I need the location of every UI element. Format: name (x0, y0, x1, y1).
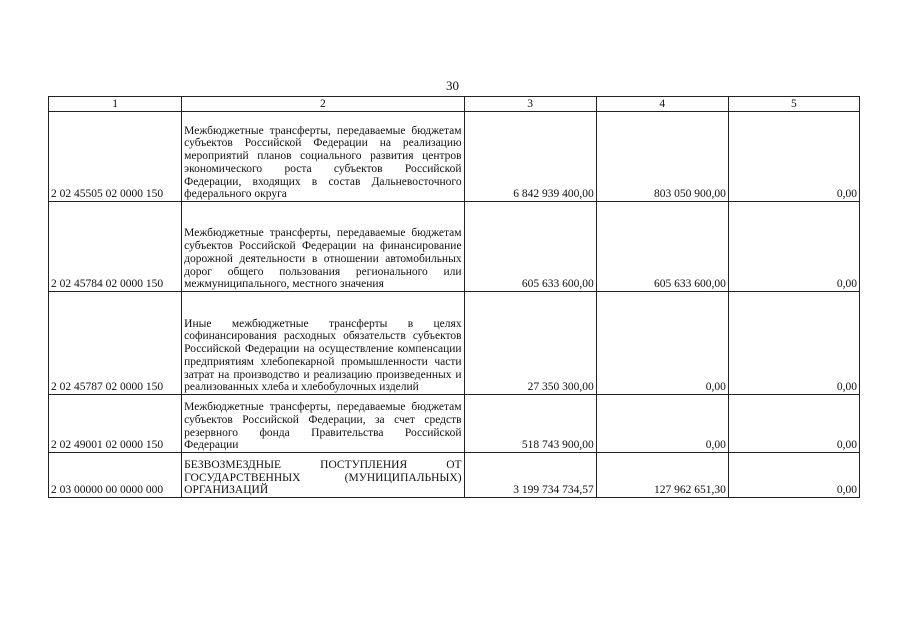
budget-code: 2 02 45784 02 0000 150 (49, 202, 182, 292)
income-name: Иные межбюджетные трансферты в целях софинансирования расходных обязательств субъектов Российской Федерации на осуществление компенсации предприятиям хлебопекарной промышленности части затрат на производство и реализацию произведенных и реализованных хлеба и хлебобулочных изделий (182, 292, 464, 395)
amount-col5: 0,00 (728, 395, 859, 453)
column-header-3: 3 (464, 97, 596, 112)
amount-col3: 27 350 300,00 (464, 292, 596, 395)
budget-code: 2 03 00000 00 0000 000 (49, 453, 182, 498)
table-row (49, 202, 860, 292)
column-header-1: 1 (49, 97, 182, 112)
table-header (49, 97, 860, 112)
income-name: Межбюджетные трансферты, передаваемые бюджетам субъектов Российской Федерации на реализацию мероприятий планов социального развития центров экономического роста субъектов Российской Федерации, входящих в состав Дальневосточного федерального округа (182, 112, 464, 202)
amount-col4: 605 633 600,00 (596, 202, 728, 292)
amount-col4: 803 050 900,00 (596, 112, 728, 202)
amount-col4: 0,00 (596, 292, 728, 395)
budget-code: 2 02 45787 02 0000 150 (49, 292, 182, 395)
income-name: Межбюджетные трансферты, передаваемые бюджетам субъектов Российской Федерации, за счет средств резервного фонда Правительства Российской Федерации (182, 395, 464, 453)
amount-col4: 0,00 (596, 395, 728, 453)
amount-col3: 6 842 939 400,00 (464, 112, 596, 202)
table-body (49, 112, 860, 498)
income-name: БЕЗВОЗМЕЗДНЫЕ ПОСТУПЛЕНИЯ ОТ ГОСУДАРСТВЕННЫХ (МУНИЦИПАЛЬНЫХ) ОРГАНИЗАЦИЙ (182, 453, 464, 498)
page-number: 30 (446, 78, 459, 93)
amount-col3: 605 633 600,00 (464, 202, 596, 292)
column-header-5: 5 (728, 97, 859, 112)
income-name: Межбюджетные трансферты, передаваемые бюджетам субъектов Российской Федерации на финансирование дорожной деятельности в отношении автомобильных дорог общего пользования регионального или межмуниципального, местного значения (182, 202, 464, 292)
column-header-4: 4 (596, 97, 728, 112)
budget-code: 2 02 49001 02 0000 150 (49, 395, 182, 453)
table-row (49, 292, 860, 395)
header-row (49, 97, 860, 112)
budget-code: 2 02 45505 02 0000 150 (49, 112, 182, 202)
amount-col5: 0,00 (728, 453, 859, 498)
amount-col5: 0,00 (728, 292, 859, 395)
table-row (49, 395, 860, 453)
table-row (49, 112, 860, 202)
amount-col4: 127 962 651,30 (596, 453, 728, 498)
column-header-2: 2 (182, 97, 464, 112)
budget-table (48, 96, 860, 498)
amount-col3: 518 743 900,00 (464, 395, 596, 453)
amount-col3: 3 199 734 734,57 (464, 453, 596, 498)
table-row (49, 453, 860, 498)
amount-col5: 0,00 (728, 112, 859, 202)
amount-col5: 0,00 (728, 202, 859, 292)
